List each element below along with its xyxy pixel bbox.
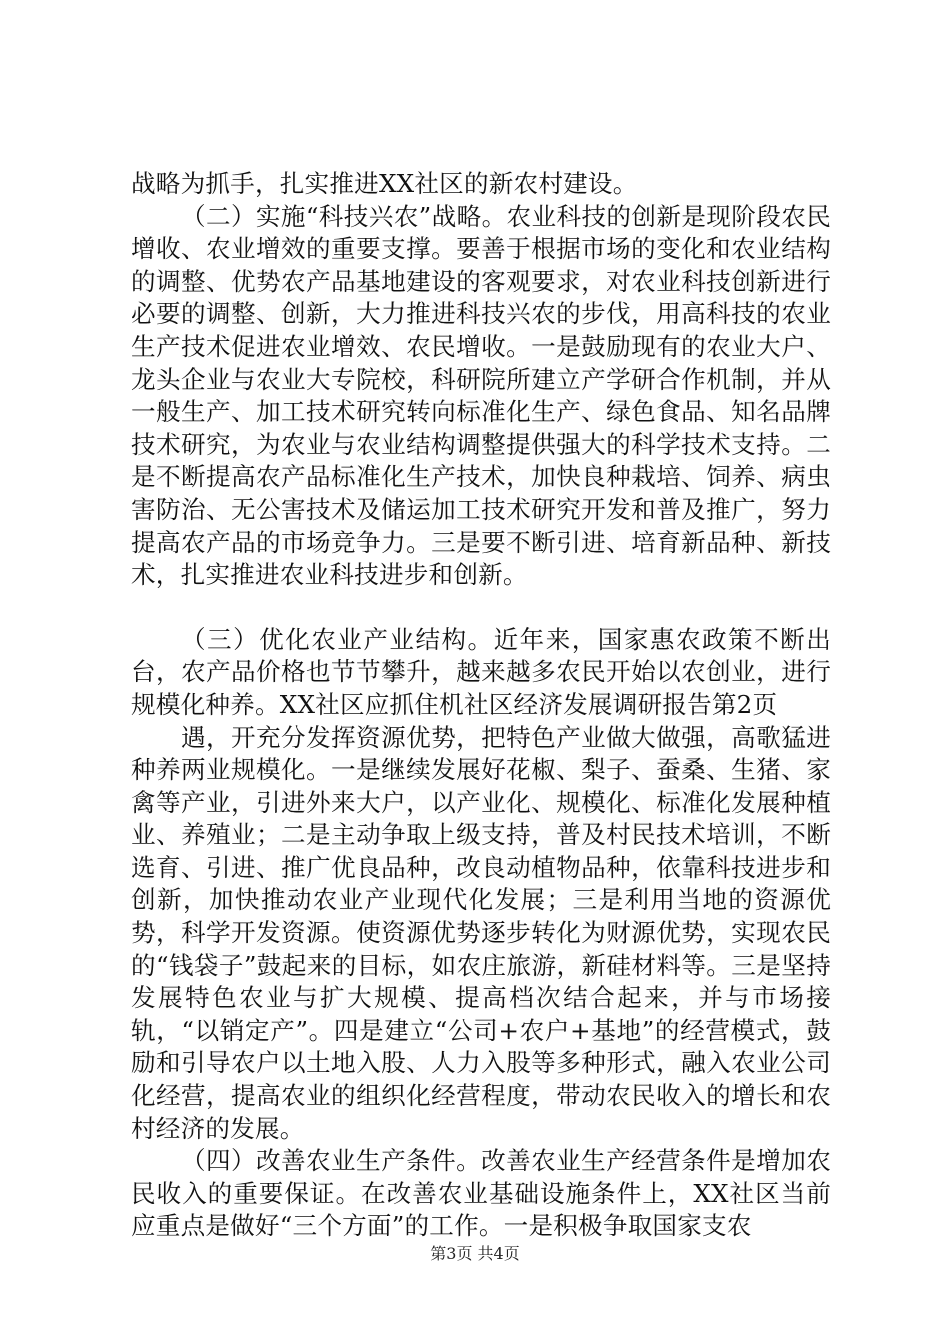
page-footer: 第3页 共4页 bbox=[430, 1244, 520, 1263]
paragraph-section-4: （四）改善农业生产条件。改善农业生产经营条件是增加农民收入的重要保证。在改善农业基础设施条件上，XX社区当前应重点是做好“三个方面”的工作。一是积极争取国家支农 bbox=[131, 1146, 831, 1241]
paragraph-intro: 战略为抓手，扎实推进XX社区的新农村建设。 bbox=[131, 169, 638, 198]
paragraph-section-2: （二）实施“科技兴农”战略。农业科技的创新是现阶段农民增收、农业增效的重要支撑。要善于根据市场的变化和农业结构的调整、优势农产品基地建设的客观要求，对农业科技创新进行必要的调整、创新，大力推进科技兴农的步伐，用高科技的农业生产技术促进农业增效、农民增收。一是鼓励现有的农业大户、龙头企业与农业大专院校，科研院所建立产学研合作机制，并从一般生产、加工技术研究转向标准化生产、绿色食品、知名品牌技术研究，为农业与农业结构调整提供强大的科学技术支持。二是不断提高农产品标准化生产技术，加快良种栽培、饲养、病虫害防治、无公害技术及储运加工技术研究开发和普及推广，努力提高农产品的市场竞争力。三是要不断引进、培育新品种、新技术，扎实推进农业科技进步和创新。 bbox=[131, 201, 831, 590]
paragraph-section-3: （三）优化农业产业结构。近年来，国家惠农政策不断出台，农产品价格也节节攀升，越来越多农民开始以农创业，进行规模化种养。XX社区应抓住机社区经济发展调研报告第2页 bbox=[131, 624, 831, 719]
body-text bbox=[131, 168, 831, 1243]
paragraph-section-3-continued: 遇，开充分发挥资源优势，把特色产业做大做强，高歌猛进种养两业规模化。一是继续发展好花椒、梨子、蚕桑、生猪、家禽等产业，引进外来大户，以产业化、规模化、标准化发展种植业、养殖业；二是主动争取上级支持，普及村民技术培训，不断选育、引进、推广优良品种，改良动植物品种，依靠科技进步和创新，加快推动农业产业现代化发展；三是利用当地的资源优势，科学开发资源。使资源优势逐步转化为财源优势，实现农民的“钱袋子”鼓起来的目标，如农庄旅游，新硅材料等。三是坚持发展特色农业与扩大规模、提高档次结合起来，并与市场接轨，“以销定产”。四是建立“公司+农户+基地”的经营模式，鼓励和引导农户以土地入股、人力入股等多种形式，融入农业公司化经营，提高农业的组织化经营程度，带动农民收入的增长和农村经济的发展。 bbox=[131, 722, 831, 1143]
